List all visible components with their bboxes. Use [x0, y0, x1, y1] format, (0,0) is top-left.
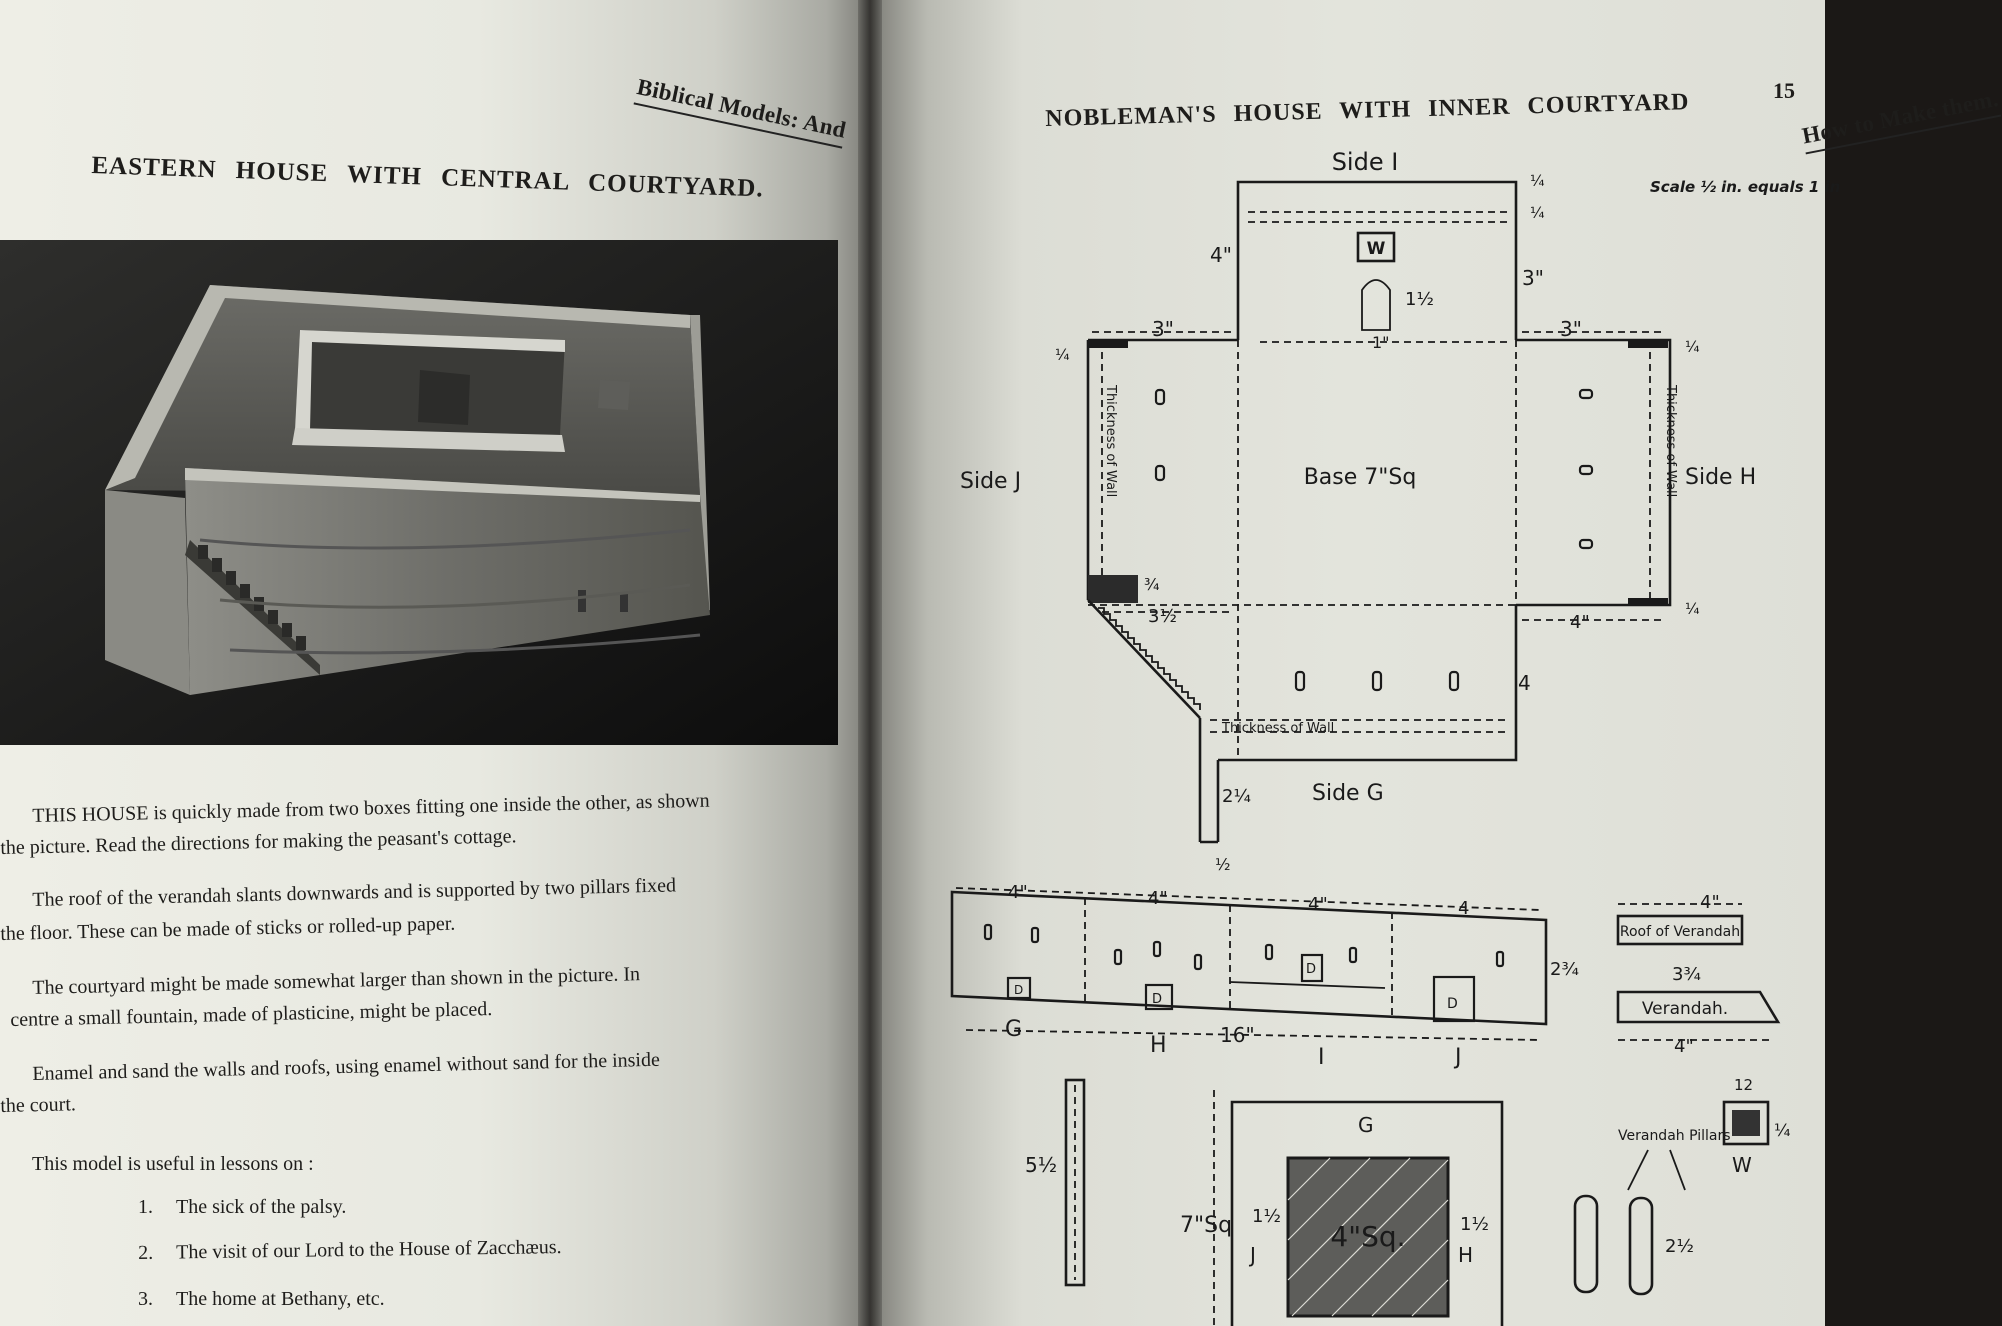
paragraph-4-line-2: the court.	[0, 1093, 77, 1117]
thickness-wall-label-h: Thickness of Wall	[1663, 385, 1678, 498]
thickness-wall-label-g: Thickness of Wall	[1222, 721, 1335, 736]
dim-label: ¼	[1055, 346, 1070, 364]
list-number: 2.	[138, 1241, 154, 1264]
thickness-wall-label-j: Thickness of Wall	[1103, 385, 1118, 498]
right-page-title: NOBLEMAN'S HOUSE WITH INNER COURTYARD	[1045, 89, 1690, 132]
list-text: The sick of the palsy.	[176, 1196, 347, 1218]
strip-label-j: J	[1455, 1045, 1462, 1070]
wall-strip	[952, 882, 1579, 1070]
strip-label-h: H	[1150, 1033, 1167, 1058]
door-arch	[1362, 280, 1390, 330]
plan-dimensions	[1055, 172, 1700, 874]
running-head-right: How to Make them.	[1800, 86, 2002, 154]
house-model-photo	[0, 240, 838, 745]
outer-square-label: 7"Sq	[1180, 1213, 1233, 1238]
dim-label: 2¾	[1550, 959, 1579, 980]
strip-label-i: I	[1318, 1045, 1325, 1070]
base-plan	[960, 340, 1756, 842]
paragraph-3-line-1: The courtyard might be made somewhat larger than shown in the picture. In	[32, 963, 641, 999]
right-page	[870, 0, 2001, 1326]
dim-label: 4"	[1148, 888, 1168, 909]
dim-label: 2¼	[1222, 786, 1251, 807]
dim-label: ¾	[1144, 575, 1160, 594]
side-h-label: Side H	[1685, 465, 1757, 490]
dim-label: 3"	[1152, 317, 1174, 341]
left-page	[0, 0, 870, 1326]
verandah-pillars-label: Verandah Pillars	[1618, 1128, 1731, 1144]
door-letter: D	[1447, 996, 1458, 1012]
paragraph-1-line-2: the picture. Read the directions for making the peasant's cottage.	[0, 825, 517, 859]
dim-label: 4"	[1570, 612, 1590, 633]
dim-label: 4"	[1008, 882, 1028, 903]
dim-label: ¼	[1685, 600, 1700, 618]
dim-label: 1½	[1460, 1214, 1489, 1235]
courtyard-h-label: H	[1458, 1243, 1474, 1267]
side-g-label: Side G	[1312, 781, 1384, 806]
paragraph-2-line-2: the floor. These can be made of sticks or rolled-up paper.	[0, 912, 456, 945]
list-item	[138, 1196, 346, 1219]
side-i-panel	[1238, 148, 1516, 340]
paragraph-2-line-1: The roof of the verandah slants downwards and is supported by two pillars fixed	[32, 874, 677, 911]
dim-label: 4"	[1700, 892, 1720, 913]
list-item	[138, 1236, 562, 1265]
list-text: The home at Bethany, etc.	[176, 1288, 385, 1310]
roof-of-verandah-label: Roof of Verandah	[1619, 924, 1741, 940]
paragraph-3-line-2: centre a small fountain, made of plasticine, might be placed.	[10, 998, 493, 1031]
side-i-label: Side I	[1331, 148, 1399, 176]
strip-label-g: G	[1005, 1017, 1023, 1042]
dim-label: 4"	[1308, 894, 1328, 915]
paragraph-4-line-1: Enamel and sand the walls and roofs, using enamel without sand for the inside	[32, 1048, 661, 1085]
book-spine-shadow	[858, 0, 882, 1326]
list-number: 3.	[138, 1288, 153, 1310]
running-head-left: Biblical Models: And	[634, 74, 849, 149]
dim-label: 3¾	[1672, 964, 1701, 985]
dim-label: 3"	[1560, 317, 1582, 341]
dim-label: 1½	[1405, 289, 1434, 310]
door-letter: D	[1306, 962, 1317, 977]
scale-note: Scale ½ in. equals 1 in	[1650, 178, 1841, 196]
door-letter: D	[1014, 983, 1024, 997]
window-letter: W	[1366, 239, 1386, 259]
dim-label: 5½	[1025, 1153, 1058, 1177]
side-j-label: Side J	[960, 469, 1022, 494]
courtyard-size-label: 4"Sq.	[1330, 1220, 1406, 1253]
dim-label: 3½	[1148, 606, 1177, 627]
strip-length: 16"	[1220, 1023, 1255, 1047]
dim-label: ¼	[1774, 1121, 1791, 1141]
dim-label: ½	[1215, 855, 1231, 874]
dim-label: 12	[1734, 1076, 1754, 1094]
courtyard-pattern	[1180, 1090, 1502, 1326]
verandah-parts	[1618, 892, 1778, 1057]
dim-label: 4"	[1210, 243, 1232, 267]
verandah-label: Verandah.	[1641, 999, 1729, 1019]
courtyard-g-label: G	[1358, 1113, 1374, 1137]
base-label: Base 7"Sq	[1303, 465, 1417, 490]
list-number: 1.	[138, 1196, 153, 1218]
left-page-title: EASTERN HOUSE WITH CENTRAL COURTYARD.	[91, 152, 765, 203]
dim-label: 4	[1518, 671, 1531, 695]
house-pattern-diagram	[870, 0, 1841, 1326]
verandah-pillars	[1575, 1128, 1731, 1294]
dim-label: 4"	[1674, 1036, 1694, 1057]
window-part	[1724, 1076, 1790, 1177]
paragraph-5: This model is useful in lessons on :	[32, 1153, 314, 1175]
courtyard-j-label: J	[1250, 1243, 1256, 1267]
dim-label: 2½	[1665, 1236, 1694, 1257]
dim-label: ¼	[1530, 204, 1545, 222]
dim-label: 4	[1458, 898, 1470, 919]
dim-label: 1"	[1372, 333, 1390, 352]
dim-label: ¼	[1530, 172, 1545, 190]
page-number: 15	[1773, 78, 1795, 103]
paragraph-1-line-1: THIS HOUSE is quickly made from two boxes fitting one inside the other, as shown	[32, 789, 710, 827]
pillar-strip	[1025, 1080, 1084, 1285]
list-item	[138, 1288, 385, 1311]
dim-label: 3"	[1522, 266, 1544, 290]
dim-label: ¼	[1685, 338, 1700, 356]
window-part-label: W	[1732, 1153, 1752, 1177]
door-letter: D	[1152, 992, 1163, 1007]
list-text: The visit of our Lord to the House of Zacchæus.	[175, 1236, 562, 1264]
dim-label: 1½	[1252, 1206, 1281, 1227]
